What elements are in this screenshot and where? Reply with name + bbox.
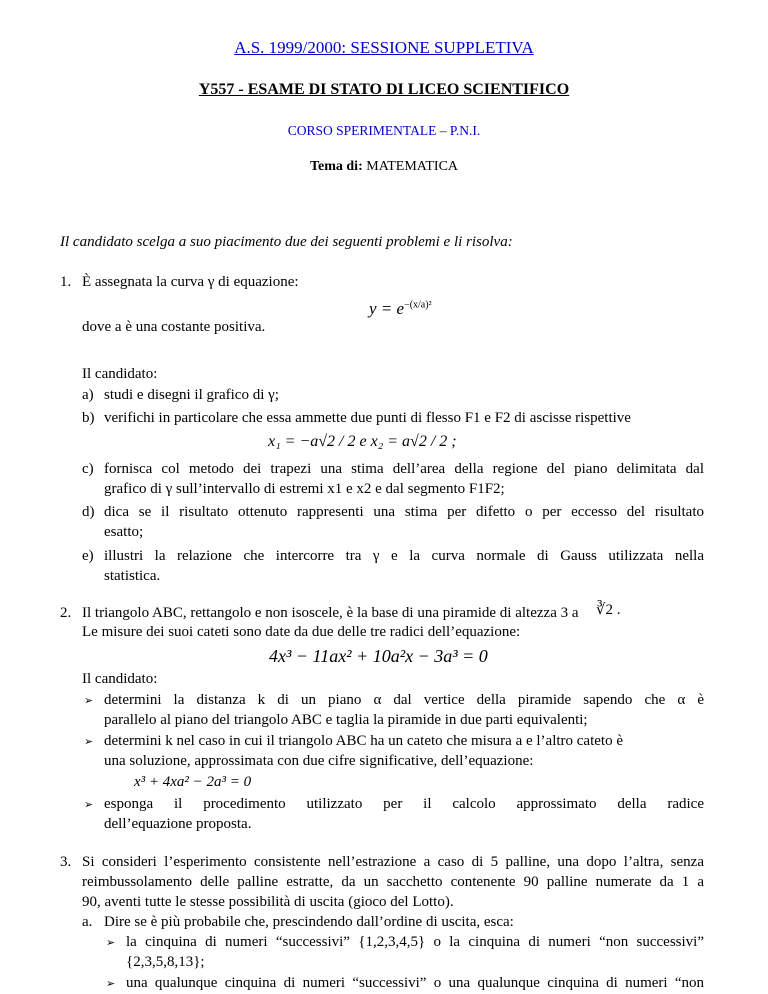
item-c-text-2: grafico di γ sull’intervallo di estremi x1 e x2 e dal segmento F1F2; [104, 481, 505, 497]
item-e-text-2: statistica. [104, 568, 161, 584]
problem3-line2: reimbussolamento delle palline estratte, da un sacchetto contenente 90 palline numerate da 1 a [82, 874, 704, 890]
curve-equation-lhs: y = e [369, 299, 405, 318]
item-e-label: e) [82, 548, 94, 564]
bullet2-text: determini k nel caso in cui il triangolo ABC ha un cateto che misura a e l’altro cateto è [104, 733, 623, 749]
item-d-text-2: esatto; [104, 524, 144, 540]
flex-equation: x₁ = −a√2 / 2 e x₂ = a√2 / 2 ; [268, 433, 457, 450]
tema-value: MATEMATICA [366, 159, 459, 174]
item-a-text: studi e disegni il grafico di γ; [104, 387, 279, 403]
item-b-label: b) [82, 410, 95, 426]
exam-title: Y557 - ESAME DI STATO DI LICEO SCIENTIFICO [198, 81, 570, 98]
item-c-label: c) [82, 461, 94, 477]
item-c-text: fornisca col metodo dei trapezi una stima dell’area della regione del piano delimitata dal [104, 461, 704, 477]
curve-equation [369, 299, 432, 319]
approx-equation: x³ + 4xa² − 2a³ = 0 [134, 774, 252, 790]
problem3-line1: Si consideri l’esperimento consistente nell’estrazione a caso di 5 palline, una dopo l’altra, senza [82, 854, 704, 870]
problem2-line1: Il triangolo ABC, rettangolo e non isoscele, è la base di una piramide di altezza 3 a [82, 605, 579, 621]
bullet3-text-2: dell’equazione proposta. [104, 816, 252, 832]
cube-root: ∛2 . [596, 602, 621, 618]
problem2-candidato: Il candidato: [82, 671, 158, 687]
bullet-arrow-icon: ➢ [84, 736, 94, 748]
problem2-number: 2. [60, 605, 72, 621]
item-e-text: illustri la relazione che intercorre tra γ e la curva normale di Gauss utilizzata nella [104, 548, 704, 564]
problem3-number: 3. [60, 854, 72, 870]
problem1-number: 1. [60, 274, 72, 290]
tema-label: Tema di: [309, 159, 363, 174]
bullet-arrow-icon: ➢ [106, 937, 116, 949]
problem3-line3: 90, aventi tutte le stesse possibilità di uscita (gioco del Lotto). [82, 894, 454, 910]
part-a-bullet1: la cinquina di numeri “successivi” {1,2,3,4,5} o la cinquina di numeri “non successivi” [126, 934, 704, 950]
cubic-equation: 4x³ − 11ax² + 10a²x − 3a³ = 0 [269, 646, 488, 666]
problem2-line2: Le misure dei suoi cateti sono date da due delle tre radici dell’equazione: [82, 624, 521, 640]
bullet1-text: determini la distanza k di un piano α dal vertice della piramide sapendo che α è [104, 692, 704, 708]
item-a-label: a) [82, 387, 94, 403]
item-d-label: d) [82, 504, 95, 520]
bullet-arrow-icon: ➢ [84, 695, 94, 707]
part-a-label: a. [82, 914, 93, 930]
bullet3-text: esponga il procedimento utilizzato per il calcolo approssimato della radice [104, 796, 704, 812]
session-title: A.S. 1999/2000: SESSIONE SUPPLETIVA [234, 38, 534, 57]
problem1-note: dove a è una costante positiva. [82, 319, 266, 335]
part-a-text: Dire se è più probabile che, prescindendo dall’ordine di uscita, esca: [104, 914, 514, 930]
bullet-arrow-icon: ➢ [106, 978, 116, 990]
item-d-text: dica se il risultato ottenuto rappresenti una stima per difetto o per eccesso del risultato [104, 504, 704, 520]
problem1-text: È assegnata la curva γ di equazione: [82, 274, 299, 290]
bullet-arrow-icon: ➢ [84, 799, 94, 811]
bullet1-text-2: parallelo al piano del triangolo ABC e taglia la piramide in due parti equivalenti; [104, 712, 588, 728]
curve-equation-exponent: −(x/a)² [404, 299, 432, 311]
bullet2-text-2: una soluzione, approssimata con due cifre significative, dell’equazione: [104, 753, 534, 769]
tema-line [0, 159, 768, 175]
intro-text: Il candidato scelga a suo piacimento due dei seguenti problemi e li risolva: [60, 234, 513, 250]
part-a-bullet2: una qualunque cinquina di numeri “successivi” o una qualunque cinquina di numeri “non [126, 975, 704, 991]
course-title: CORSO SPERIMENTALE – P.N.I. [287, 123, 481, 138]
item-b-text: verifichi in particolare che essa ammette due punti di flesso F1 e F2 di ascisse rispettive [104, 410, 631, 426]
problem1-candidato: Il candidato: [82, 366, 158, 382]
part-a-bullet1-2: {2,3,5,8,13}; [126, 954, 205, 970]
